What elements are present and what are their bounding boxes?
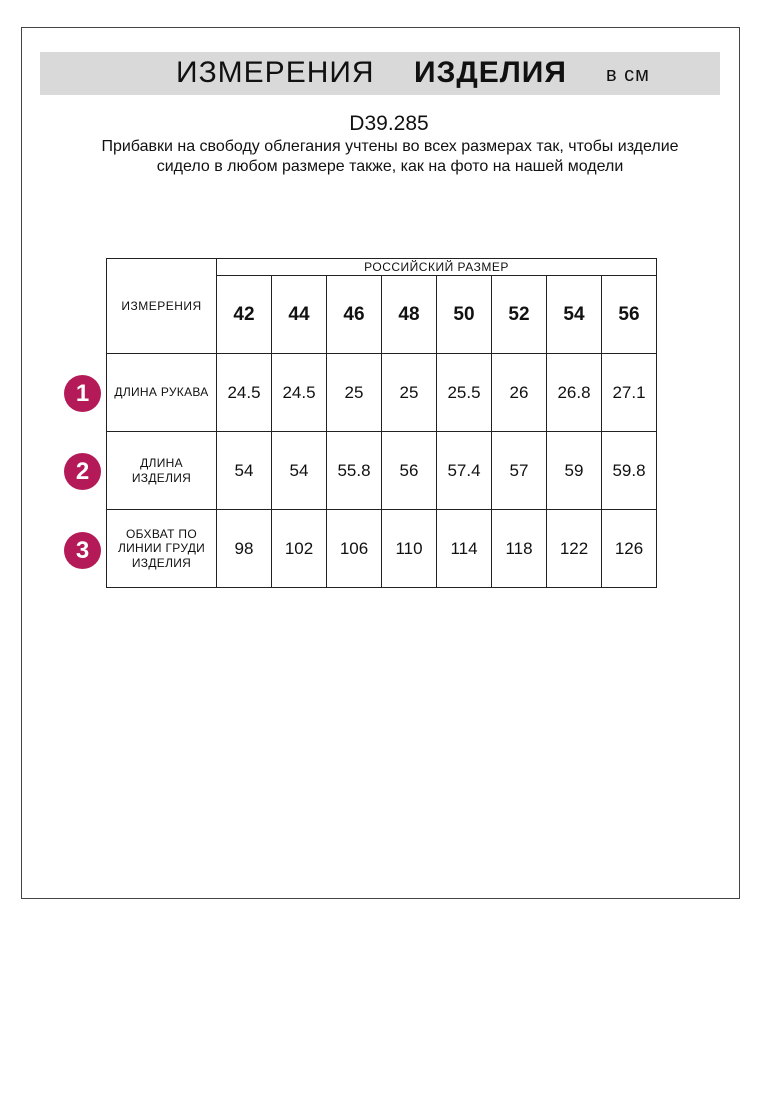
value-cell: 106 [327,510,382,588]
fit-note: Прибавки на свободу облегания учтены во всех размерах так, чтобы изделие сидело в любом размере также, как на фото на нашей модели [101,138,679,175]
value-cell: 26 [492,354,547,432]
value-cell: 102 [272,510,327,588]
value-cell: 126 [602,510,657,588]
measurements-header: ИЗМЕРЕНИЯ [107,259,217,354]
size-table [106,258,657,588]
value-cell: 59.8 [602,432,657,510]
row-number-badge: 3 [64,532,101,569]
size-header: 44 [272,276,327,354]
size-group-header: РОССИЙСКИЙ РАЗМЕР [217,259,657,276]
value-cell: 110 [382,510,437,588]
row-label: ДЛИНА РУКАВА [107,354,217,432]
title-product: ИЗДЕЛИЯ [414,56,567,89]
size-header: 54 [547,276,602,354]
value-cell: 24.5 [217,354,272,432]
value-cell: 56 [382,432,437,510]
size-header: 52 [492,276,547,354]
value-cell: 25.5 [437,354,492,432]
value-cell: 114 [437,510,492,588]
value-cell: 25 [382,354,437,432]
value-cell: 24.5 [272,354,327,432]
value-cell: 57 [492,432,547,510]
row-label: ДЛИНА ИЗДЕЛИЯ [107,432,217,510]
value-cell: 54 [272,432,327,510]
value-cell: 59 [547,432,602,510]
row-label: ОБХВАТ ПО ЛИНИИ ГРУДИ ИЗДЕЛИЯ [107,510,217,588]
row-number-badge: 1 [64,375,101,412]
size-header: 56 [602,276,657,354]
row-number-badge: 2 [64,453,101,490]
value-cell: 55.8 [327,432,382,510]
value-cell: 57.4 [437,432,492,510]
size-header: 42 [217,276,272,354]
product-code: D39.285 [349,112,429,135]
value-cell: 54 [217,432,272,510]
value-cell: 25 [327,354,382,432]
table-row [107,354,657,432]
value-cell: 98 [217,510,272,588]
value-cell: 27.1 [602,354,657,432]
value-cell: 118 [492,510,547,588]
title-measurements: ИЗМЕРЕНИЯ [176,56,375,89]
table-row [107,510,657,588]
size-header: 46 [327,276,382,354]
size-header: 48 [382,276,437,354]
table-row [107,432,657,510]
value-cell: 122 [547,510,602,588]
value-cell: 26.8 [547,354,602,432]
size-header: 50 [437,276,492,354]
title-unit: в см [606,64,650,86]
